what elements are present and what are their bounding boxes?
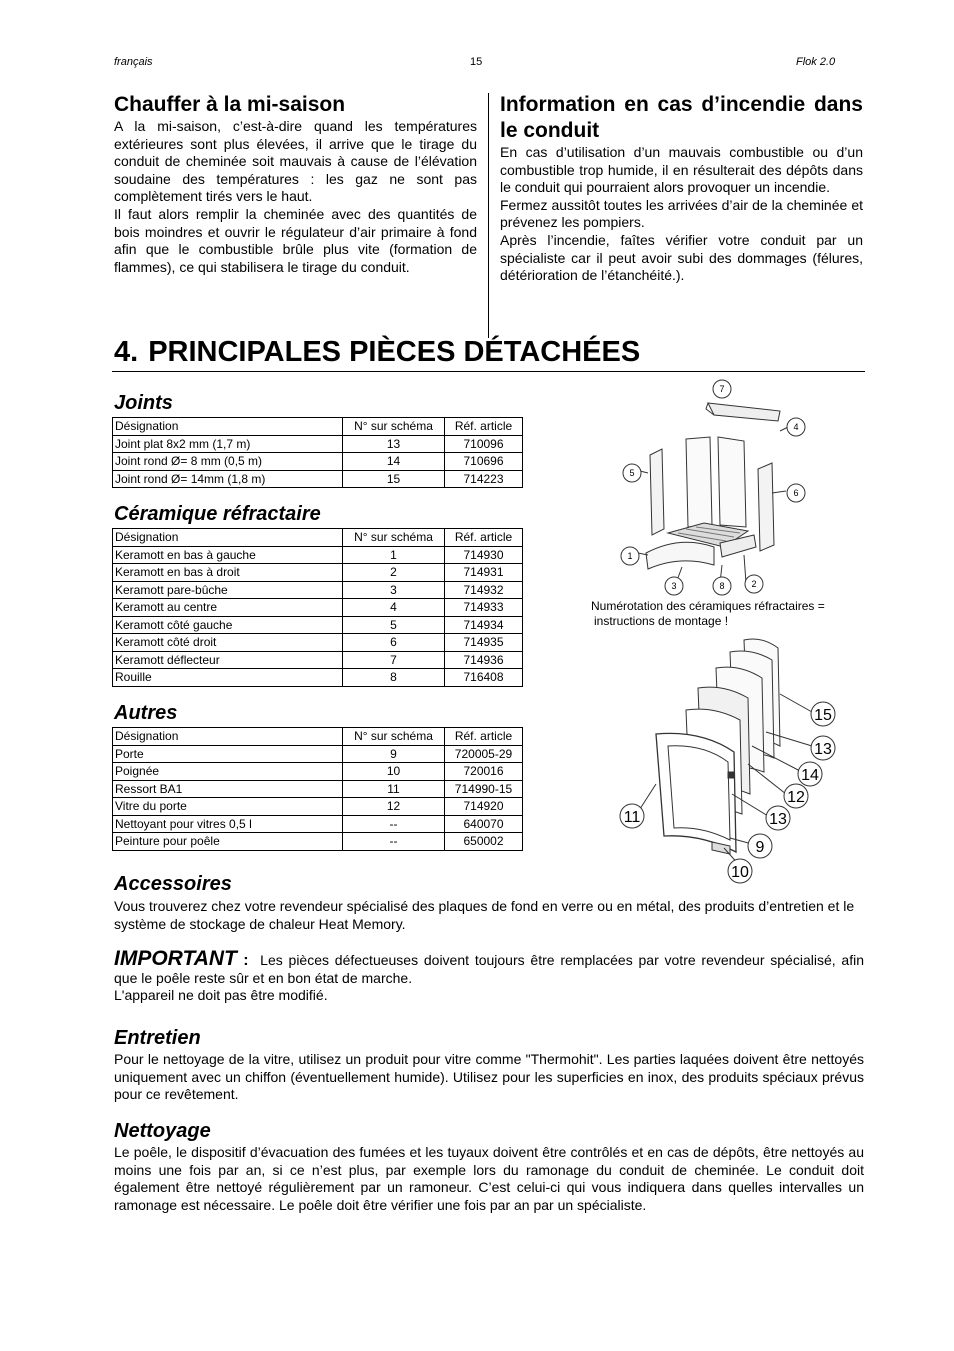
cell: 13	[343, 435, 445, 453]
column-header: Réf. article	[445, 529, 523, 547]
cell: Joint plat 8x2 mm (1,7 m)	[113, 435, 343, 453]
section-title-incendie: Information en cas d’incendie dans le conduit	[500, 93, 863, 142]
cell: 714931	[445, 564, 523, 582]
diagram-label: 13	[814, 741, 832, 758]
header-page-number: 15	[470, 56, 483, 68]
diagram-label: 9	[755, 839, 765, 856]
cell: Keramott en bas à gauche	[113, 546, 343, 564]
chapter-number: 4.	[114, 336, 139, 368]
cell: 714920	[445, 798, 523, 816]
diagram-label: 8	[719, 581, 725, 591]
cell: 714932	[445, 581, 523, 599]
cell: 714933	[445, 599, 523, 617]
cell: 714935	[445, 634, 523, 652]
cell: 714936	[445, 651, 523, 669]
paragraph: A la mi-saison, c’est-à-dire quand les températures extérieures sont plus élevées, il arrive que le tirage du conduit de cheminée soit mauvais à cause de l’élévation soudaine des températures : les gaz ne sont pas complètement tirés vers le haut.	[114, 118, 477, 205]
cell: 11	[343, 780, 445, 798]
cell: Ressort BA1	[113, 780, 343, 798]
door-diagram	[612, 634, 852, 886]
column-divider	[488, 93, 489, 338]
table-row	[113, 546, 523, 564]
chapter-heading	[114, 334, 640, 370]
cell: Keramott en bas à droit	[113, 564, 343, 582]
column-header: Réf. article	[445, 418, 523, 436]
diagram-label: 2	[751, 579, 757, 589]
cell: Porte	[113, 745, 343, 763]
cell: 710696	[445, 453, 523, 471]
column-header: N° sur schéma	[343, 418, 445, 436]
important-label: IMPORTANT	[114, 947, 237, 970]
column-header: Désignation	[113, 418, 343, 436]
ceramics-diagram	[610, 375, 840, 600]
column-header: Réf. article	[445, 728, 523, 746]
important-text: Les pièces défectueuses doivent toujours être remplacées par votre revendeur spécialisé, afin que le poêle reste sûr et en bon état de marche.	[114, 952, 865, 986]
table-row	[113, 634, 523, 652]
cell: 714223	[445, 470, 523, 488]
joints-table	[112, 417, 523, 488]
diagram-label: 10	[731, 864, 749, 881]
cell: --	[343, 833, 445, 851]
entretien-text: Pour le nettoyage de la vitre, utilisez un produit pour vitre comme "Thermohit". Les parties laquées doivent être nettoyés uniquement avec un chiffon (éventuellement humide). Utilisez pour les superficies en inox, des produits spéciaux prévus pour ce revêtement.	[114, 1051, 864, 1103]
cell: 10	[343, 763, 445, 781]
table-row	[113, 745, 523, 763]
cell: 7	[343, 651, 445, 669]
table-row	[113, 435, 523, 453]
cell: 714934	[445, 616, 523, 634]
cell: 640070	[445, 815, 523, 833]
cell: 8	[343, 669, 445, 687]
important-colon: :	[236, 952, 249, 969]
column-header: Désignation	[113, 728, 343, 746]
cell: 5	[343, 616, 445, 634]
cell: 714930	[445, 546, 523, 564]
cell: Rouille	[113, 669, 343, 687]
nettoyage-text: Le poêle, le dispositif d’évacuation des fumées et les tuyaux doivent être contrôlés et en cas de dépôts, être nettoyés au moins une fois par an, si ce n’est plus, par exemple lors du ramonage du conduit de cheminée. Le conduit doit également être nettoyé régulièrement par un ramoneur. C’est celui-ci qui vous indiquera dans quelles intervalles un ramonage est nécessaire. Le poêle doit être vérifier une fois par an par un spécialiste.	[114, 1144, 864, 1213]
section-title-mi-saison: Chauffer à la mi-saison	[114, 93, 346, 116]
caption-line: instructions de montage !	[594, 614, 729, 628]
diagram-label: 14	[801, 767, 819, 784]
cell: 14	[343, 453, 445, 471]
diagram-label: 11	[623, 809, 641, 826]
subsection-title-entretien: Entretien	[114, 1027, 201, 1049]
cell: 720005-29	[445, 745, 523, 763]
right-column	[500, 92, 863, 285]
cell: 15	[343, 470, 445, 488]
diagram-label: 13	[769, 811, 787, 828]
subsection-title-ceramique: Céramique réfractaire	[114, 503, 321, 525]
accessoires-text: Vous trouverez chez votre revendeur spécialisé des plaques de fond en verre ou en métal, des produits d’entretien et le système de stockage de chaleur Heat Memory.	[114, 898, 855, 932]
paragraph: Après l’incendie, faîtes vérifier votre conduit par un spécialiste car il peut avoir subi des dommages (félures, détérioration de l’étanchéité.).	[500, 231, 863, 284]
chapter-title: PRINCIPALES PIÈCES DÉTACHÉES	[148, 336, 641, 368]
diagram-label: 6	[793, 488, 799, 498]
table-row	[113, 763, 523, 781]
table-row	[113, 651, 523, 669]
cell: Keramott côté droit	[113, 634, 343, 652]
table-header-row	[113, 418, 523, 436]
subsection-title-joints: Joints	[114, 392, 173, 414]
table-row	[113, 453, 523, 471]
table-row	[113, 669, 523, 687]
table-row	[113, 599, 523, 617]
diagram-label: 3	[671, 581, 677, 591]
diagram-caption	[591, 599, 825, 629]
cell: 650002	[445, 833, 523, 851]
table-row	[113, 780, 523, 798]
cell: Keramott au centre	[113, 599, 343, 617]
cell: 3	[343, 581, 445, 599]
cell: 720016	[445, 763, 523, 781]
diagram-label: 4	[793, 422, 799, 432]
table-header-row	[113, 728, 523, 746]
header-language: français	[114, 56, 153, 68]
diagram-label: 1	[627, 551, 633, 561]
diagram-label: 15	[814, 707, 832, 724]
column-header: N° sur schéma	[343, 529, 445, 547]
table-header-row	[113, 529, 523, 547]
cell: 1	[343, 546, 445, 564]
table-row	[113, 616, 523, 634]
cell: 714990-15	[445, 780, 523, 798]
cell: Keramott déflecteur	[113, 651, 343, 669]
cell: --	[343, 815, 445, 833]
cell: Poignée	[113, 763, 343, 781]
subsection-title-nettoyage: Nettoyage	[114, 1120, 211, 1142]
cell: 710096	[445, 435, 523, 453]
paragraph: En cas d’utilisation d’un mauvais combustible ou d’un combustible trop humide, il en résulterait des dépôts dans le conduit qui pourraient alors provoquer un incendie.	[500, 144, 863, 196]
cell: Peinture pour poêle	[113, 833, 343, 851]
table-row	[113, 581, 523, 599]
table-row	[113, 815, 523, 833]
table-row	[113, 564, 523, 582]
cell: Nettoyant pour vitres 0,5 l	[113, 815, 343, 833]
important-text-2: L'appareil ne doit pas être modifié.	[114, 987, 328, 1004]
diagram-label: 12	[787, 789, 805, 806]
subsection-title-accessoires: Accessoires	[114, 873, 232, 895]
cell: Keramott côté gauche	[113, 616, 343, 634]
table-row	[113, 798, 523, 816]
chapter-rule	[112, 371, 865, 372]
caption-line: Numérotation des céramiques réfractaires =	[591, 599, 825, 613]
table-row	[113, 833, 523, 851]
cell: 12	[343, 798, 445, 816]
important-block	[114, 949, 864, 1005]
autres-table	[112, 727, 523, 851]
column-header: Désignation	[113, 529, 343, 547]
ceramique-table	[112, 528, 523, 687]
cell: Vitre du porte	[113, 798, 343, 816]
paragraph: Il faut alors remplir la cheminée avec des quantités de bois moindres et ouvrir le régulateur d’air primaire à fond afin que le combustible brûle plus vite (formation de flammes), ce qui stabilisera le tirage du conduit.	[114, 205, 477, 275]
cell: 9	[343, 745, 445, 763]
cell: Joint rond Ø= 8 mm (0,5 m)	[113, 453, 343, 471]
left-column	[114, 92, 477, 276]
subsection-title-autres: Autres	[114, 702, 178, 724]
paragraph: Fermez aussitôt toutes les arrivées d’air de la cheminée et prévenez les pompiers.	[500, 196, 863, 231]
cell: 716408	[445, 669, 523, 687]
diagram-label: 5	[629, 468, 635, 478]
header-product: Flok 2.0	[796, 56, 836, 68]
cell: Keramott pare-bûche	[113, 581, 343, 599]
cell: 2	[343, 564, 445, 582]
diagram-label: 7	[719, 384, 725, 394]
cell: 4	[343, 599, 445, 617]
table-row	[113, 470, 523, 488]
cell: 6	[343, 634, 445, 652]
column-header: N° sur schéma	[343, 728, 445, 746]
cell: Joint rond Ø= 14mm (1,8 m)	[113, 470, 343, 488]
